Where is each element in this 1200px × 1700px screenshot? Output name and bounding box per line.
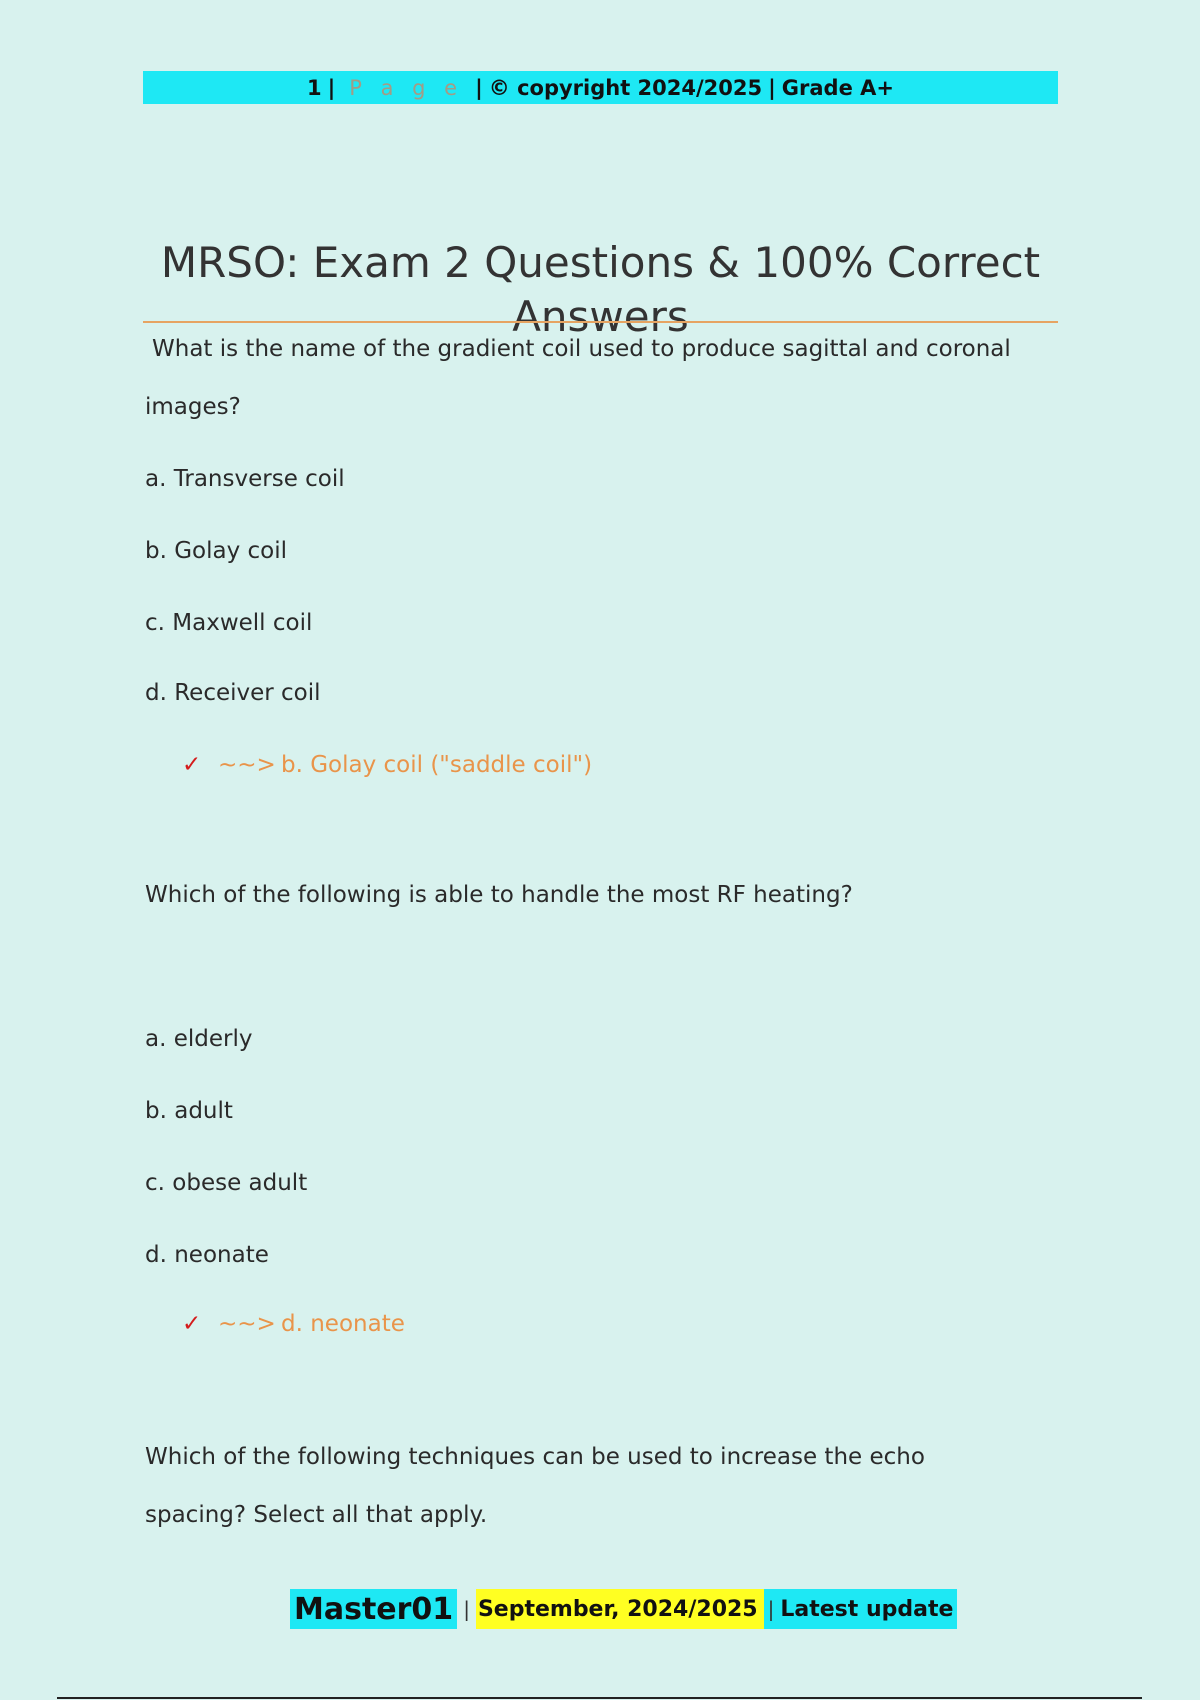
- footer-separator: |: [764, 1589, 779, 1629]
- question-2-option-c: c. obese adult: [145, 1170, 308, 1196]
- document-title: MRSO: Exam 2 Questions & 100% Correct Answers: [160, 238, 1041, 342]
- question-2-option-a: a. elderly: [145, 1026, 253, 1052]
- checkmark-icon: ✓: [182, 1311, 202, 1337]
- grade-text: Grade A+: [781, 75, 894, 100]
- question-2-line-1: Which of the following is able to handle the most RF heating?: [145, 882, 853, 908]
- question-2-option-b: b. adult: [145, 1098, 233, 1124]
- question-1-line-1: What is the name of the gradient coil used to produce sagittal and coronal: [152, 336, 1011, 362]
- copyright-text: © copyright 2024/2025: [488, 75, 763, 100]
- author-name: Master01: [290, 1589, 457, 1629]
- question-1-option-b: b. Golay coil: [145, 538, 288, 564]
- page-label: P a g e: [349, 75, 464, 100]
- answer-text: b. Golay coil ("saddle coil"): [281, 752, 593, 778]
- question-1-answer: [182, 752, 592, 778]
- header-separator: |: [475, 75, 483, 100]
- title-divider: [143, 321, 1058, 323]
- question-1-option-c: c. Maxwell coil: [145, 610, 313, 636]
- answer-arrow: ~~>: [218, 752, 276, 778]
- bottom-divider: [57, 1697, 1142, 1699]
- question-1-option-d: d. Receiver coil: [145, 680, 321, 706]
- answer-arrow: ~~>: [218, 1311, 276, 1337]
- question-3-line-1: Which of the following techniques can be used to increase the echo: [145, 1444, 925, 1470]
- page-header: [143, 71, 1058, 104]
- page-number: 1: [306, 75, 322, 100]
- answer-text: d. neonate: [281, 1311, 405, 1337]
- footer-date: September, 2024/2025: [476, 1589, 764, 1629]
- question-3-line-2: spacing? Select all that apply.: [145, 1502, 488, 1528]
- question-1-line-2: images?: [145, 394, 241, 420]
- footer-separator: |: [463, 1597, 470, 1621]
- question-2-option-d: d. neonate: [145, 1242, 269, 1268]
- latest-update-label: Latest update: [778, 1589, 957, 1629]
- page-footer: [290, 1589, 957, 1629]
- header-separator: |: [327, 75, 336, 100]
- header-separator: |: [768, 75, 776, 100]
- question-1-option-a: a. Transverse coil: [145, 466, 345, 492]
- checkmark-icon: ✓: [182, 752, 202, 778]
- question-2-answer: [182, 1311, 405, 1337]
